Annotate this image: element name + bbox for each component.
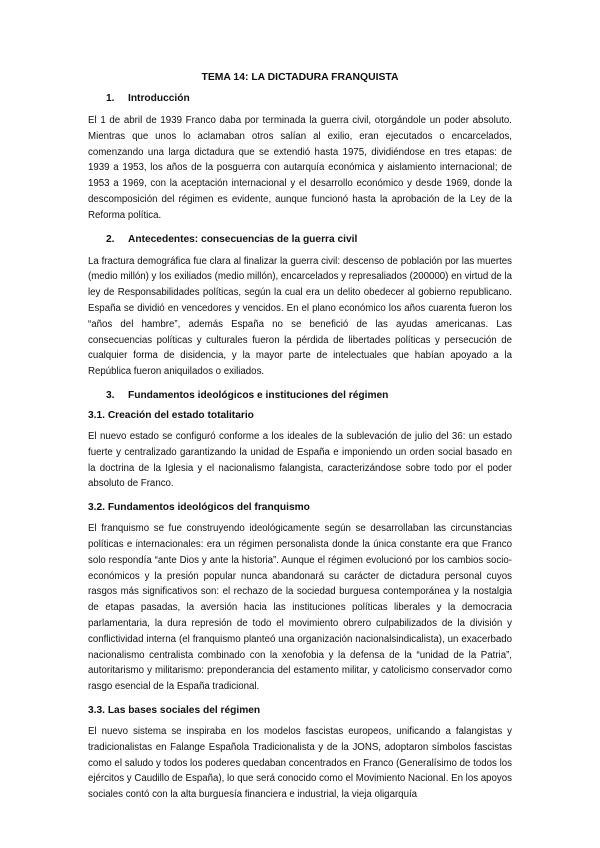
section-heading-text: Antecedentes: consecuencias de la guerra civil: [128, 233, 358, 245]
section-heading-text: Fundamentos ideológicos e instituciones del régimen: [128, 389, 389, 401]
paragraph-bases-sociales: El nuevo sistema se inspiraba en los modelos fascistas europeos, unificando a falangistas y tradicionalistas en Falange Española Tradicionalista y de la JONS, adoptaron símbolos fascistas como el saludo y todos los poderes quedaban concentrados en Franco (Generalísimo de todos los ejércitos y Caudillo de España), lo que será conocido como el Movimiento Nacional. En los apoyos sociales contó con la alta burguesía financiera e industrial, la vieja oligarquía: [88, 725, 512, 801]
paragraph-introduccion: El 1 de abril de 1939 Franco daba por terminada la guerra civil, otorgándole un poder absoluto. Mientras que unos lo aclamaban otros salían al exilio, eran ejecutados o encarcelados, comenzando una larga dictadura que se extendió hasta 1975, dividiéndose en tres etapas: de 1939 a 1953, los años de la posguerra con autarquía económica y aislamiento internacional; de 1953 a 1969, con la aceptación internacional y el desarrollo económico y desde 1969, donde la descomposición del régimen es evidente, aunque funcionó hasta la aprobación de la Ley de la Reforma política.: [88, 115, 512, 221]
paragraph-fundamentos-ideologicos: El franquismo se fue construyendo ideológicamente según se desarrollaban las circunstancias políticas e internacionales: era un régimen personalista donde la única constante era que Franco solo respondía “ante Dios y ante la historia”. Aunque el régimen evolucionó por los cambios socio-económicos y la presión popular nunca abandonará su carácter de dictadura personal cuyos rasgos más significativos son: el rechazo de la sociedad burguesa contemporánea y la nostalgia de etapas pasadas, la aversión hacia las instituciones políticas liberales y la democracia parlamentaria, la dura represión de todo el movimiento obrero culpabilizados de la división y conflictividad interna (el franquismo planteó una organización nacionalsindicalista), un exacerbado nacionalismo centralista combinado con la xenofobia y la defensa de la “unidad de la Patria”, autoritarismo y militarismo: preponderancia del estamento militar, y catolicismo conservador como rasgo esencial de la España tradicional.: [88, 523, 512, 693]
paragraph-estado-totalitario: El nuevo estado se configuró conforme a los ideales de la sublevación de julio del 36: un estado fuerte y centralizado garantizando la unidad de España e imponiendo un orden social basado en la doctrina de la Iglesia y el nacionalismo falangista, caracterizándose sobre todo por el poder absoluto de Franco.: [88, 430, 512, 490]
section-number: 3.: [106, 389, 115, 401]
section-heading-fundamentos: [106, 390, 512, 401]
subsection-heading-fundamentos-ideologicos: 3.2. Fundamentos ideológicos del franquismo: [88, 502, 310, 514]
section-heading-text: Introducción: [128, 93, 190, 104]
subsection-heading-estado-totalitario: 3.1. Creación del estado totalitario: [88, 409, 254, 421]
document-title: TEMA 14: LA DICTADURA FRANQUISTA: [201, 72, 399, 83]
section-heading-antecedentes: [106, 234, 512, 245]
section-heading-introduccion: [106, 93, 512, 104]
section-number: 1.: [106, 93, 115, 104]
subsection-heading-bases-sociales: 3.3. Las bases sociales del régimen: [88, 704, 261, 716]
paragraph-antecedentes: La fractura demográfica fue clara al finalizar la guerra civil: descenso de población por las muertes (medio millón) y los exiliados (medio millón), encarcelados y represaliados (200000) en virtud de la ley de Responsabilidades políticas, según la cual era un delito obedecer al gobierno republicano. España se dividió en vencedores y vencidos. En el plano económico los años cuarenta fueron los “años del hambre”, además España no se benefició de las ayudas americanas. Las consecuencias políticas y culturales fueron la pérdida de libertades políticas y persecución de cualquier forma de disidencia, y la mayor parte de intelectuales que habían apoyado a la República fueron aniquilados o exiliados.: [88, 255, 512, 378]
section-number: 2.: [106, 233, 115, 245]
